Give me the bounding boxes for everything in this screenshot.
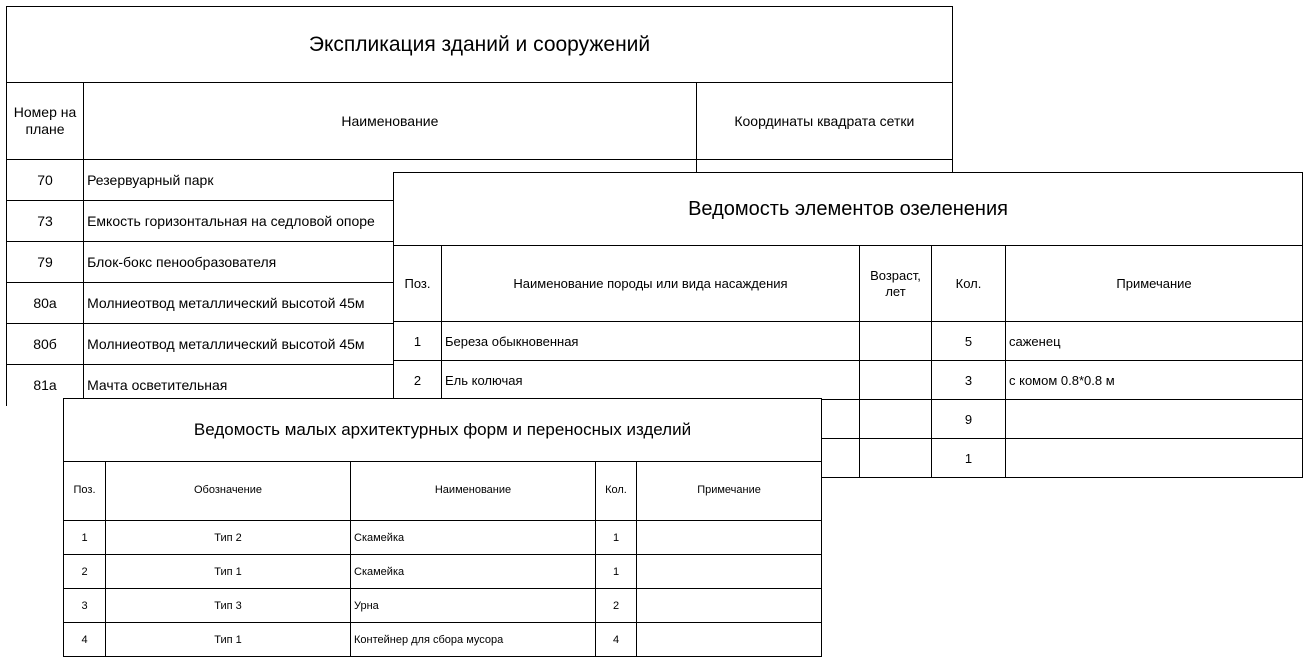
small-forms-title: Ведомость малых архитектурных форм и переносных изделий — [64, 399, 822, 462]
row-qty: 4 — [596, 623, 637, 657]
header-name: Наименование породы или вида насаждения — [442, 246, 860, 322]
row-note — [1006, 439, 1303, 478]
table-row — [394, 322, 1303, 361]
row-qty: 3 — [932, 361, 1006, 400]
row-qty: 2 — [596, 589, 637, 623]
row-age — [860, 322, 932, 361]
row-designation: Тип 1 — [106, 555, 351, 589]
row-qty: 9 — [932, 400, 1006, 439]
row-note: с комом 0.8*0.8 м — [1006, 361, 1303, 400]
row-age — [860, 400, 932, 439]
header-designation: Обозначение — [106, 462, 351, 521]
header-age: Возраст, лет — [860, 246, 932, 322]
explication-title: Экспликация зданий и сооружений — [7, 7, 953, 83]
row-number: 79 — [7, 242, 84, 283]
row-number: 70 — [7, 160, 84, 201]
header-name: Наименование — [351, 462, 596, 521]
row-designation: Тип 2 — [106, 521, 351, 555]
header-number: Номер на плане — [7, 83, 84, 160]
header-pos: Поз. — [64, 462, 106, 521]
row-note — [1006, 400, 1303, 439]
header-pos: Поз. — [394, 246, 442, 322]
landscaping-title: Ведомость элементов озеленения — [394, 173, 1303, 246]
row-name: Молниеотвод металлический высотой 45м — [84, 324, 697, 365]
row-note — [637, 623, 822, 657]
row-name: Контейнер для сбора мусора — [351, 623, 596, 657]
table-row — [64, 623, 822, 657]
small-forms-table — [63, 398, 821, 654]
header-coords: Координаты квадрата сетки — [696, 83, 952, 160]
row-name: Береза обыкновенная — [442, 322, 860, 361]
row-number: 80а — [7, 283, 84, 324]
header-qty: Кол. — [596, 462, 637, 521]
row-note — [637, 555, 822, 589]
row-name: Молниеотвод металлический высотой 45м — [84, 283, 697, 324]
row-name: Емкость горизонтальная на седловой опоре — [84, 201, 697, 242]
row-name: Блок-бокс пенообразователя — [84, 242, 697, 283]
row-name: Урна — [351, 589, 596, 623]
row-designation: Тип 1 — [106, 623, 351, 657]
header-note: Примечание — [1006, 246, 1303, 322]
row-name: Резервуарный парк — [84, 160, 697, 201]
row-note: саженец — [1006, 322, 1303, 361]
row-name: Ель колючая — [442, 361, 860, 400]
row-pos: 3 — [64, 589, 106, 623]
row-note — [637, 521, 822, 555]
row-pos: 2 — [64, 555, 106, 589]
row-name: Скамейка — [351, 521, 596, 555]
row-pos: 2 — [394, 361, 442, 400]
row-age — [860, 361, 932, 400]
row-number: 81а — [7, 365, 84, 407]
row-number: 73 — [7, 201, 84, 242]
row-note — [637, 589, 822, 623]
header-name: Наименование — [84, 83, 697, 160]
row-age — [860, 439, 932, 478]
table-row — [64, 589, 822, 623]
row-number: 80б — [7, 324, 84, 365]
row-designation: Тип 3 — [106, 589, 351, 623]
row-pos: 4 — [64, 623, 106, 657]
header-qty: Кол. — [932, 246, 1006, 322]
table-row — [64, 521, 822, 555]
row-name: Скамейка — [351, 555, 596, 589]
row-qty: 1 — [932, 439, 1006, 478]
row-qty: 5 — [932, 322, 1006, 361]
row-qty: 1 — [596, 555, 637, 589]
header-note: Примечание — [637, 462, 822, 521]
row-pos: 1 — [64, 521, 106, 555]
table-row — [64, 555, 822, 589]
row-name: Мачта осветительная — [84, 365, 697, 407]
row-qty: 1 — [596, 521, 637, 555]
table-row — [394, 361, 1303, 400]
row-pos: 1 — [394, 322, 442, 361]
